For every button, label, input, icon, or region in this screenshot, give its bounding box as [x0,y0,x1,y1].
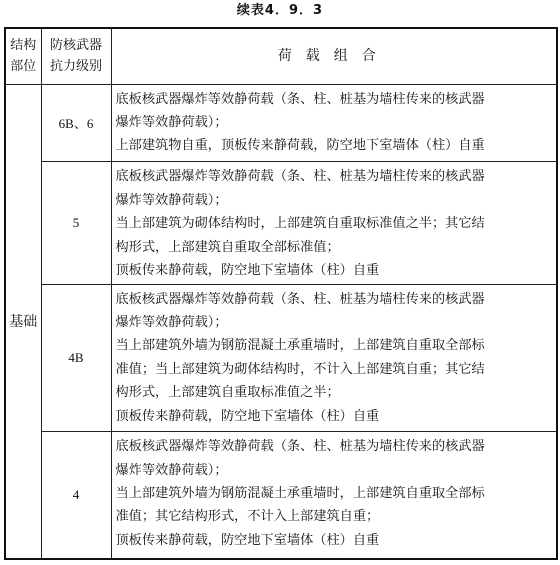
load-combination-cell: 底板核武器爆炸等效静荷载（条、柱、桩基为墙柱传来的核武器 爆炸等效静荷载）； 当上部建筑外墙为钢筋混凝土承重墙时，上部建筑自重取全部标 准值；其它结构形式，不计入上部建筑自重； 顶板传来静荷载，防空地下室墙体（柱）自重 [111,432,557,559]
load-combination-table [4,27,558,560]
table-row [5,432,557,559]
resistance-level-cell: 5 [41,162,111,284]
load-combination-cell: 底板核武器爆炸等效静荷载（条、柱、桩基为墙柱传来的核武器 爆炸等效静荷载）； 当上部建筑外墙为钢筋混凝土承重墙时，上部建筑自重取全部标 准值；当上部建筑为砌体结构时，不计入上部建筑自重；其它结 构形式，上部建筑自重取标准值之半； 顶板传来静荷载，防空地下室墙体（柱）自重 [111,284,557,432]
resistance-level-cell: 4B [41,284,111,432]
header-row [5,28,557,84]
structure-part-cell: 基础 [5,84,41,559]
resistance-level-cell: 4 [41,432,111,559]
resistance-level-cell: 6B、6 [41,84,111,162]
table-row [5,162,557,284]
header-structure-part: 结构 部位 [5,28,41,84]
table-row [5,84,557,162]
table-caption: 续表4．9．3 [236,3,324,18]
header-load-combination: 荷载组合 [111,28,557,84]
load-combination-cell: 底板核武器爆炸等效静荷载（条、柱、桩基为墙柱传来的核武器 爆炸等效静荷载）； 当上部建筑为砌体结构时，上部建筑自重取标准值之半；其它结 构形式，上部建筑自重取全部标准值； 顶板传来静荷载，防空地下室墙体（柱）自重 [111,162,557,284]
table-row [5,284,557,432]
load-combination-cell: 底板核武器爆炸等效静荷载（条、柱、桩基为墙柱传来的核武器 爆炸等效静荷载）； 上部建筑物自重，顶板传来静荷载，防空地下室墙体（柱）自重 [111,84,557,162]
header-resistance-level: 防核武器 抗力级别 [41,28,111,84]
